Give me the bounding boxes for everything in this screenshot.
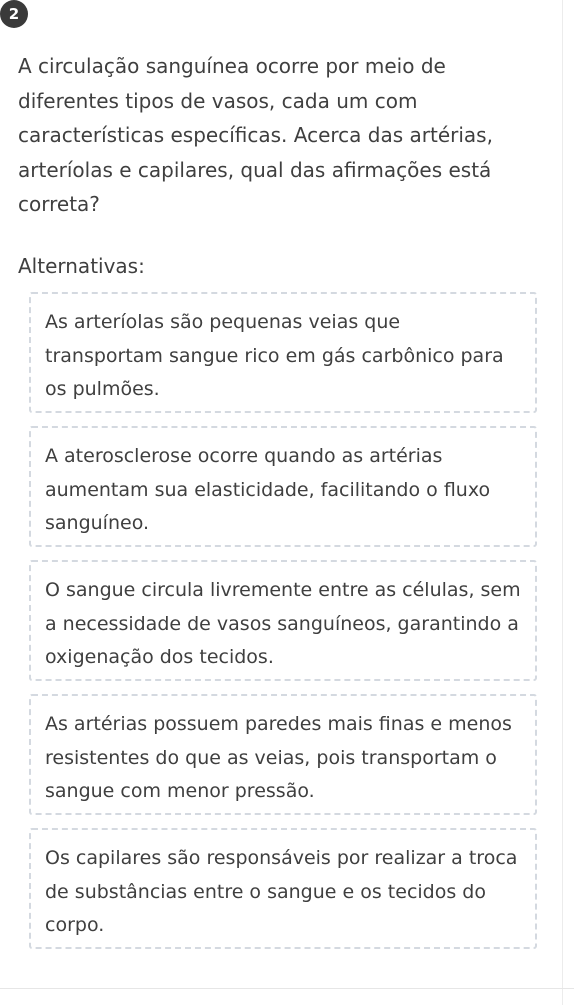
bottom-divider [0, 988, 574, 989]
question-text: A circulação sanguínea ocorre por meio de diferentes tipos de vasos, cada um com características específicas. Acerca das artérias, arteríolas e capilares, qual das afirmações está correta? [18, 54, 493, 216]
alternative-option-3[interactable]: O sangue circula livremente entre as células, sem a necessidade de vasos sanguíneos, garantindo a oxigenação dos tecidos. [29, 560, 537, 681]
right-divider [562, 0, 563, 1005]
alternative-option-4[interactable]: As artérias possuem paredes mais finas e menos resistentes do que as veias, pois transportam o sangue com menor pressão. [29, 694, 537, 815]
alternative-option-2[interactable]: A aterosclerose ocorre quando as artérias aumentam sua elasticidade, facilitando o fluxo sanguíneo. [29, 426, 537, 547]
alternatives-label: Alternativas: [18, 254, 145, 278]
question-number-badge: 2 [0, 0, 28, 28]
alternatives-list [29, 292, 537, 962]
alternative-option-5[interactable]: Os capilares são responsáveis por realizar a troca de substâncias entre o sangue e os tecidos do corpo. [29, 828, 537, 949]
alternative-option-1[interactable]: As arteríolas são pequenas veias que transportam sangue rico em gás carbônico para os pulmões. [29, 292, 537, 413]
